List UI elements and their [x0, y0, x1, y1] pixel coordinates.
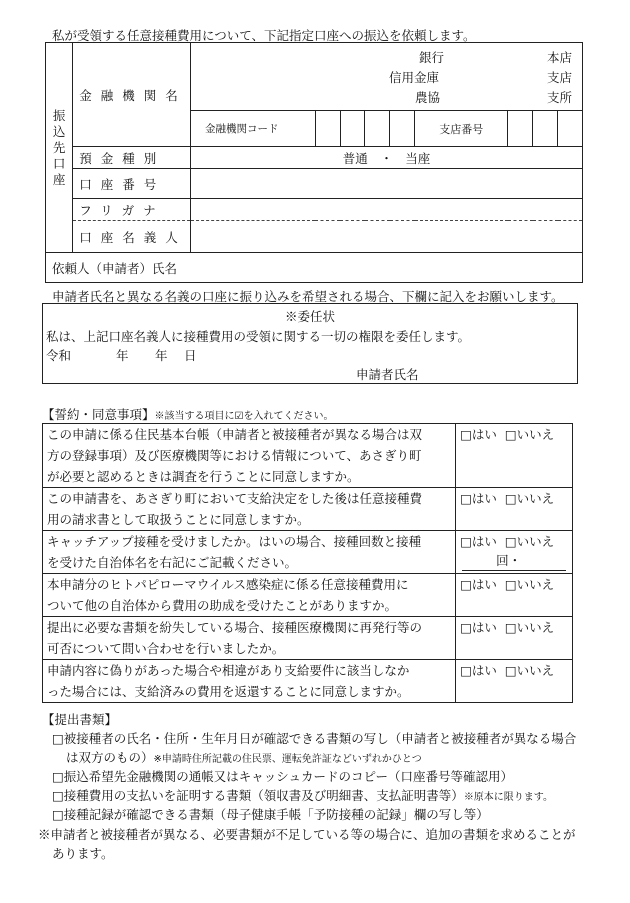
consent-heading-note: ※該当する項目に☑を入れてください。: [154, 411, 334, 422]
proxy-title: ※委任状: [284, 309, 335, 324]
consent-row: [43, 574, 573, 617]
no-checkbox[interactable]: □いいえ: [504, 577, 555, 592]
consent-question: 提出に必要な書類を紛失している場合、接種医療機関に再発行等の 可否について問い合わせを行いましたか。: [43, 617, 456, 660]
power-of-attorney-box: [42, 303, 578, 384]
consent-question: 本申請分のヒトパピローマウイルス感染症に係る任意接種費用に ついて他の自治体から費用の助成を受けたことがありますか。: [43, 574, 456, 617]
yes-checkbox[interactable]: □はい: [460, 534, 497, 549]
no-checkbox[interactable]: □いいえ: [504, 620, 555, 635]
deposit-type-label: 預金種別: [73, 147, 191, 169]
account-number-field[interactable]: [191, 169, 583, 199]
requester-name-row[interactable]: [46, 253, 583, 283]
document-item-1-note: ※申請時住所記載の住民票、運転免許証などいずれかひとつ: [153, 754, 422, 765]
consent-question: キャッチアップ接種を受けましたか。はいの場合、接種回数と接種 を受けた自治体名を右記にご記載ください。: [43, 531, 456, 574]
kind-bank: 銀行: [419, 50, 445, 65]
kind-nokyo: 農協: [415, 90, 441, 105]
account-holder-field[interactable]: [191, 221, 583, 253]
consent-heading: 【誓約・同意事項】: [42, 407, 155, 422]
branch-shisho: 支所: [546, 90, 572, 105]
institution-code-box-2[interactable]: [340, 111, 365, 147]
branch-shiten: 支店: [546, 70, 572, 85]
document-item-3-note: ※原本に限ります。: [463, 792, 554, 803]
proxy-era: 令和: [46, 348, 72, 363]
bank-account-table: [45, 42, 583, 283]
institution-code-box-1[interactable]: [315, 111, 340, 147]
no-checkbox[interactable]: □いいえ: [504, 663, 555, 678]
consent-answer: [456, 660, 573, 703]
consent-row: [43, 424, 573, 488]
consent-heading-row: [42, 405, 333, 423]
vaccination-count-field[interactable]: 回・: [462, 552, 566, 571]
yes-checkbox[interactable]: □はい: [460, 491, 497, 506]
yes-checkbox[interactable]: □はい: [460, 663, 497, 678]
furigana-label: フリガナ: [73, 199, 191, 221]
branch-number-box-1[interactable]: [508, 111, 533, 147]
document-item-2: □振込希望先金融機関の通帳又はキャッシュカードのコピー（口座番号等確認用）: [52, 769, 514, 784]
document-item-4: □接種記録が確認できる書類（母子健康手帳「予防接種の記録」欄の写し等）: [52, 807, 489, 822]
document-item-3: □接種費用の支払いを証明する書類（領収書及び明細書、支払証明書等）※原本に限ります。: [52, 788, 554, 803]
proxy-text: 私は、上記口座名義人に接種費用の受領に関する一切の権限を委任します。: [46, 329, 471, 344]
yes-checkbox[interactable]: □はい: [460, 620, 497, 635]
document-item-1: □被接種者の氏名・住所・生年月日が確認できる書類の写し（申請者と被接種者が異なる場合: [52, 731, 577, 746]
account-number-label: 口座番号: [73, 169, 191, 199]
requester-name-label: 依頼人（申請者）氏名: [52, 260, 178, 276]
consent-row: [43, 617, 573, 660]
no-checkbox[interactable]: □いいえ: [504, 491, 555, 506]
deposit-type-value[interactable]: 普通 ・ 当座: [191, 147, 583, 169]
account-holder-label: 口座名義人: [73, 221, 191, 253]
consent-answer: [456, 488, 573, 531]
consent-question: 申請内容に偽りがあった場合や相違があり支給要件に該当しなか った場合には、支給済みの費用を返還することに同意しますか。: [43, 660, 456, 703]
proxy-month: 年: [155, 348, 168, 363]
yes-checkbox[interactable]: □はい: [460, 427, 497, 442]
furigana-field[interactable]: [191, 199, 583, 221]
proxy-year: 年: [116, 348, 129, 363]
document-item-1-cont: は双方のもの）※申請時住所記載の住民票、運転免許証などいずれかひとつ: [66, 750, 422, 765]
no-checkbox[interactable]: □いいえ: [504, 534, 555, 549]
kind-shinkin: 信用金庫: [389, 70, 440, 85]
consent-row: [43, 531, 573, 574]
consent-question: この申請に係る住民基本台帳（申請者と被接種者が異なる場合は双 方の登録事項）及び医療機関等における情報について、あさぎり町 が必要と認めるときは調査を行うことに同意しますか。: [43, 424, 456, 488]
note-text: 申請者氏名と異なる名義の口座に振り込みを希望される場合、下欄に記入をお願いします。: [52, 289, 564, 304]
consent-answer: [456, 574, 573, 617]
branch-number-label: 支店番号: [415, 111, 508, 147]
institution-name-field[interactable]: [191, 43, 583, 111]
consent-answer: [456, 617, 573, 660]
branch-head: 本店: [546, 50, 572, 65]
proxy-day: 日: [184, 348, 197, 363]
institution-code-box-3[interactable]: [365, 111, 390, 147]
proxy-signer-label: 申請者氏名: [356, 367, 419, 382]
institution-code-label: 金融機関コード: [191, 111, 316, 147]
consent-row: [43, 488, 573, 531]
branch-number-box-2[interactable]: [533, 111, 558, 147]
institution-name-label: 金融機関名: [73, 43, 191, 147]
institution-code-box-4[interactable]: [390, 111, 415, 147]
consent-row: [43, 660, 573, 703]
consent-answer: [456, 531, 573, 574]
consent-table: [42, 423, 573, 703]
no-checkbox[interactable]: □いいえ: [504, 427, 555, 442]
intro-text: 私が受領する任意接種費用について、下記指定口座への振込を依頼します。: [52, 28, 476, 43]
documents-footnote: ※申請者と被接種者が異なる、必要書類が不足している等の場合に、追加の書類を求めることが: [38, 827, 576, 842]
documents-footnote-cont: あります。: [52, 846, 114, 861]
branch-number-box-3[interactable]: [558, 111, 583, 147]
documents-heading: 【提出書類】: [42, 712, 118, 727]
consent-answer: [456, 424, 573, 488]
yes-checkbox[interactable]: □はい: [460, 577, 497, 592]
transfer-account-side-label: 振込先口座: [46, 43, 73, 253]
consent-question: この申請書を、あさぎり町において支給決定をした後は任意接種費 用の請求書として取扱うことに同意しますか。: [43, 488, 456, 531]
